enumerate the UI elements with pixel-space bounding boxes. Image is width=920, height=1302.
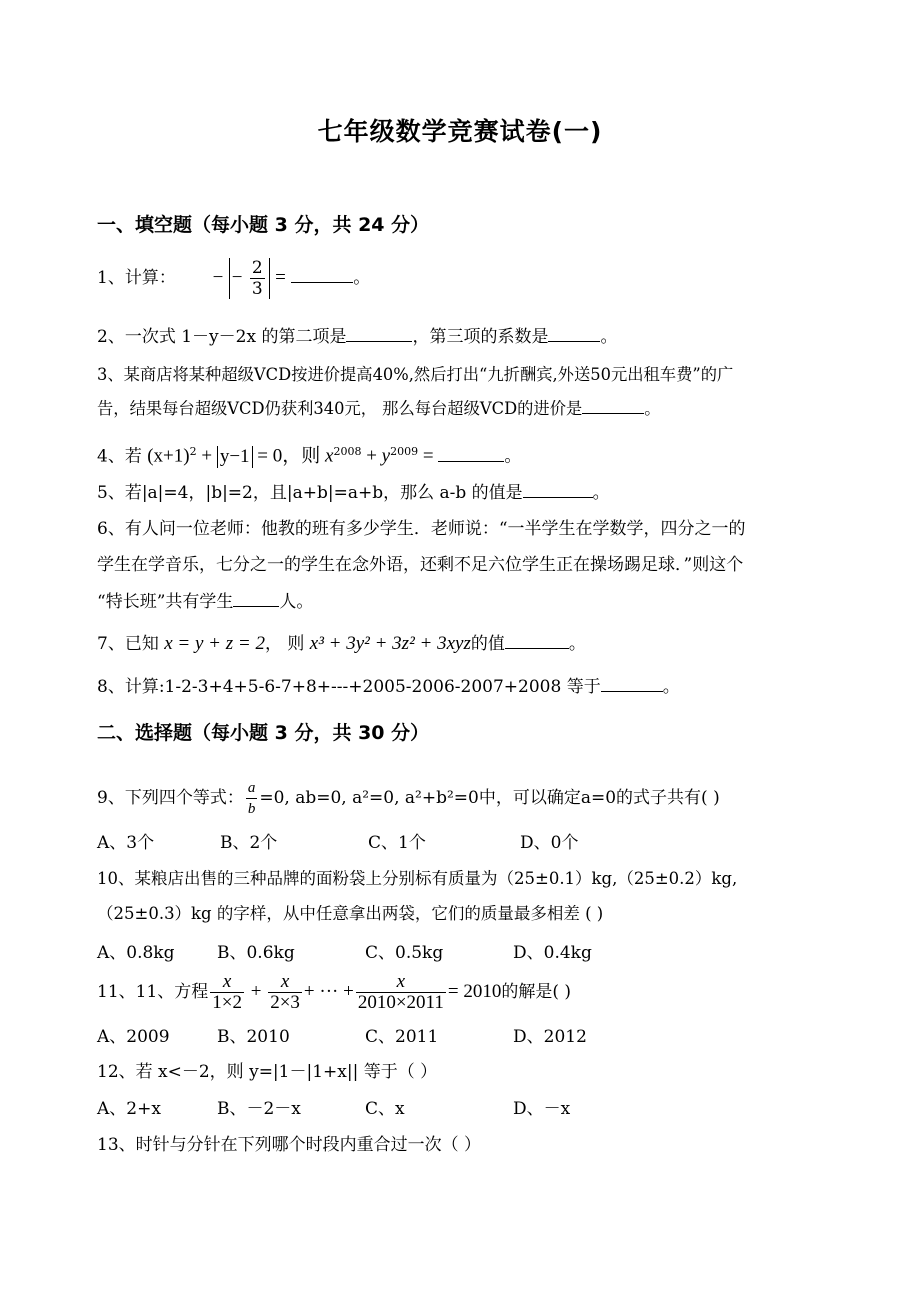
q4-plus: + bbox=[196, 445, 217, 467]
q11-fraction-1 bbox=[210, 972, 244, 1013]
q3-end: 。 bbox=[644, 399, 661, 418]
q4-prefix: 4、若 bbox=[97, 446, 142, 467]
q5-end: 。 bbox=[592, 483, 610, 503]
q11-option-d[interactable]: D、2012 bbox=[513, 1027, 587, 1047]
q10-option-c[interactable]: C、0.5kg bbox=[365, 943, 444, 963]
q12-options bbox=[97, 1098, 570, 1120]
question-3-line-2 bbox=[97, 398, 661, 420]
q11-suffix: 的解是( ) bbox=[501, 982, 571, 1002]
q4-y: y bbox=[381, 445, 391, 467]
question-8 bbox=[97, 676, 680, 698]
q9-denominator: b bbox=[247, 801, 256, 817]
q11-option-a[interactable]: A、2009 bbox=[97, 1027, 170, 1047]
q7-expression: x³ + 3y² + 3z² + 3xyz bbox=[309, 633, 471, 654]
question-12: 12、若 x<－2，则 y=|1－|1+x|| 等于（ ） bbox=[97, 1062, 438, 1082]
q12-option-c[interactable]: C、x bbox=[365, 1099, 405, 1119]
question-13: 13、时针与分针在下列哪个时段内重合过一次（ ） bbox=[97, 1135, 482, 1155]
question-5 bbox=[97, 482, 610, 504]
q1-prefix: 1、计算： bbox=[97, 268, 176, 288]
q11-f3-num: x bbox=[356, 972, 446, 993]
question-6-line-3 bbox=[97, 591, 313, 613]
q6-line3-text: “特长班”共有学生 bbox=[97, 592, 234, 612]
question-6-line-1: 6、有人问一位老师：他教的班有多少学生．老师说：“一半学生在学数学，四分之一的 bbox=[97, 519, 746, 539]
q5-text: 5、若|a|=4，|b|=2，且|a+b|=a+b，那么 a-b 的值是 bbox=[97, 483, 523, 503]
q11-fraction-2 bbox=[268, 972, 302, 1013]
q11-dots: + ··· + bbox=[303, 981, 354, 1002]
q4-answer-blank[interactable] bbox=[438, 446, 504, 462]
q11-f1-den: 1×2 bbox=[212, 992, 242, 1013]
q9-fraction bbox=[246, 778, 258, 819]
q4-end: 。 bbox=[504, 446, 522, 467]
q7-prefix: 7、已知 bbox=[97, 634, 165, 654]
q10-options bbox=[97, 942, 592, 964]
q2-blank-1[interactable] bbox=[346, 326, 412, 342]
q9-prefix: 9、下列四个等式： bbox=[97, 788, 244, 808]
question-2 bbox=[97, 326, 617, 348]
question-7 bbox=[97, 633, 586, 655]
question-3-line-1: 3、某商店将某种超级VCD按进价提高40%,然后打出“九折酬宾,外送50元出租车费”的广 bbox=[97, 365, 734, 384]
q9-option-b[interactable]: B、2个 bbox=[220, 833, 278, 853]
q4-equals: = bbox=[418, 445, 439, 467]
q11-option-c[interactable]: C、2011 bbox=[365, 1027, 439, 1047]
q11-f2-num: x bbox=[268, 972, 302, 993]
question-1 bbox=[97, 258, 370, 299]
q11-rhs: = 2010 bbox=[447, 981, 502, 1002]
q2-text-a: 2、一次式 1－y－2x 的第二项是 bbox=[97, 327, 347, 347]
exam-title: 七年级数学竞赛试卷(一) bbox=[317, 117, 603, 146]
q11-options bbox=[97, 1026, 587, 1048]
q7-condition: x = y + z = 2 bbox=[164, 633, 265, 654]
question-9 bbox=[97, 778, 720, 819]
question-10-line-1: 10、某粮店出售的三种品牌的面粉袋上分别标有质量为（25±0.1）kg,（25±0.2）kg, bbox=[97, 869, 738, 888]
q10-option-a[interactable]: A、0.8kg bbox=[97, 943, 175, 963]
q11-f1-num: x bbox=[210, 972, 244, 993]
q1-end: 。 bbox=[353, 268, 371, 288]
q4-plus-2: + bbox=[361, 445, 382, 467]
question-11: 11、11、方程 $\frac{x}{1\times 2}$ + $\frac{x}{2\times 3}$ + ··· + $\frac{x}{2010\times 2011}$ = 2010的解是( ) bbox=[97, 971, 571, 1013]
q9-option-d[interactable]: D、0个 bbox=[520, 833, 579, 853]
q2-end: 。 bbox=[600, 327, 618, 347]
q11-option-b[interactable]: B、2010 bbox=[217, 1027, 290, 1047]
q12-option-d[interactable]: D、－x bbox=[513, 1099, 571, 1119]
q10-option-b[interactable]: B、0.6kg bbox=[217, 943, 295, 963]
q11-fraction-3 bbox=[356, 972, 446, 1013]
q9-option-a[interactable]: A、3个 bbox=[97, 833, 155, 853]
q11-f2-den: 2×3 bbox=[270, 992, 300, 1013]
q1-answer-blank[interactable] bbox=[291, 267, 353, 283]
q4-expr-square: (x+1) bbox=[147, 445, 190, 467]
q10-option-d[interactable]: D、0.4kg bbox=[513, 943, 592, 963]
q3-line2-text: 告，结果每台超级VCD仍获利340元， 那么每台超级VCD的进价是 bbox=[97, 399, 583, 418]
q7-mid: ， 则 bbox=[264, 634, 310, 654]
q9-options bbox=[97, 832, 578, 854]
section-heading-multiple-choice: 二、选择题（每小题 3 分，共 30 分） bbox=[97, 722, 430, 744]
q4-exponent-2009: 2009 bbox=[390, 445, 419, 458]
question-10-line-2: （25±0.3）kg 的字样，从中任意拿出两袋，它们的质量最多相差 ( ) bbox=[97, 904, 604, 923]
q4-exponent-2008: 2008 bbox=[333, 445, 362, 458]
q9-rest: =0, ab=0, a²=0, a²+b²=0中，可以确定a=0的式子共有( ) bbox=[259, 788, 720, 808]
q6-line3-end: 人。 bbox=[279, 592, 314, 612]
q8-answer-blank[interactable] bbox=[601, 676, 663, 692]
q4-x: x bbox=[325, 445, 334, 467]
q4-exponent-2: 2 bbox=[189, 445, 197, 458]
q9-option-c[interactable]: C、1个 bbox=[368, 833, 426, 853]
q2-blank-2[interactable] bbox=[548, 326, 600, 342]
question-4 bbox=[97, 441, 521, 468]
q8-text: 8、计算:1-2-3+4+5-6-7+8+---+2005-2006-2007+2008 等于 bbox=[97, 677, 601, 697]
q9-numerator: a bbox=[246, 778, 258, 799]
q1-inner-minus: − bbox=[231, 267, 243, 288]
q11-prefix: 11、11、方程 bbox=[97, 982, 209, 1002]
q2-text-b: ，第三项的系数是 bbox=[412, 327, 549, 347]
q5-answer-blank[interactable] bbox=[523, 482, 593, 498]
q1-numerator: 2 bbox=[251, 258, 263, 278]
q6-answer-blank[interactable] bbox=[233, 591, 279, 607]
q7-suffix: 的值 bbox=[470, 634, 505, 654]
q1-absolute-value bbox=[229, 258, 270, 299]
q4-equals-zero: = 0，则 bbox=[252, 445, 326, 467]
q4-abs-expr: y−1 bbox=[217, 446, 253, 468]
q7-answer-blank[interactable] bbox=[505, 633, 569, 649]
q8-end: 。 bbox=[662, 677, 680, 697]
section-heading-fill-in: 一、填空题（每小题 3 分，共 24 分） bbox=[97, 214, 430, 236]
q11-f3-den: 2010×2011 bbox=[357, 992, 444, 1013]
q1-fraction bbox=[250, 258, 265, 299]
q3-answer-blank[interactable] bbox=[582, 398, 644, 414]
q7-end: 。 bbox=[568, 634, 586, 654]
q1-denominator: 3 bbox=[251, 279, 263, 299]
q12-option-a[interactable]: A、2+x bbox=[97, 1099, 161, 1119]
q1-equals: = bbox=[275, 267, 286, 288]
question-6-line-2: 学生在学音乐，七分之一的学生在念外语，还剩不足六位学生正在操场踢足球．”则这个 bbox=[97, 555, 744, 575]
q12-option-b[interactable]: B、－2－x bbox=[217, 1099, 301, 1119]
q1-minus: − bbox=[212, 267, 224, 288]
